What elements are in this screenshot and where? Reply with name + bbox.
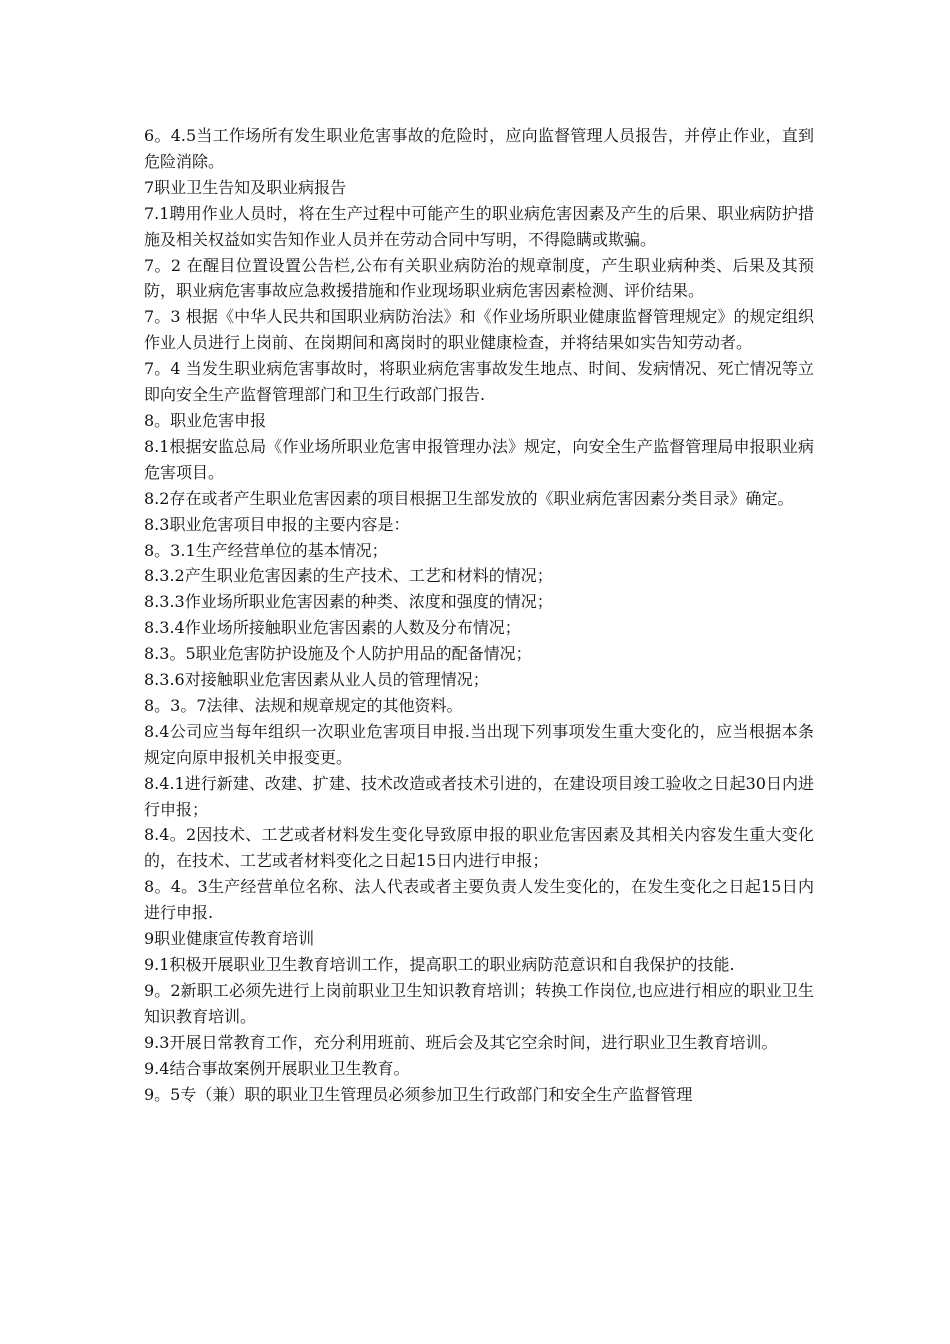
- paragraph-8-3-3: 8.3.3作业场所职业危害因素的种类、浓度和强度的情况；: [144, 592, 553, 612]
- paragraph-8-4-1: 8.4.1进行新建、改建、扩建、技术改造或者技术引进的，在建设项目竣工验收之日起30日内进行申报；: [144, 773, 814, 819]
- paragraph-8-4-3: 8。4。3生产经营单位名称、法人代表或者主要负责人发生变化的，在发生变化之日起15日内进行申报.: [144, 877, 814, 923]
- paragraph-8-3-1: 8。3.1生产经营单位的基本情况；: [144, 540, 388, 560]
- paragraph-8-3-7: 8。3。7法律、法规和规章规定的其他资料。: [144, 695, 463, 715]
- paragraph-8-3-2: 8.3.2产生职业危害因素的生产技术、工艺和材料的情况；: [144, 566, 553, 586]
- paragraph-8-1: 8.1根据安监总局《作业场所职业危害申报管理办法》规定，向安全生产监督管理局申报职业病危害项目。: [144, 436, 814, 482]
- paragraph-9-5: 9。5专（兼）职的职业卫生管理员必须参加卫生行政部门和安全生产监督管理: [144, 1084, 693, 1104]
- paragraph-8-3: 8.3职业危害项目申报的主要内容是：: [144, 514, 410, 534]
- paragraph-9-2: 9。2新职工必须先进行上岗前职业卫生知识教育培训；转换工作岗位,也应进行相应的职业卫生知识教育培训。: [144, 980, 814, 1026]
- paragraph-7-3: 7。3 根据《中华人民共和国职业病防治法》和《作业场所职业健康监督管理规定》的规定组织作业人员进行上岗前、在岗期间和离岗时的职业健康检查，并将结果如实告知劳动者。: [144, 307, 814, 353]
- paragraph-8-3-4: 8.3.4作业场所接触职业危害因素的人数及分布情况；: [144, 618, 521, 638]
- section-heading-7: 7职业卫生告知及职业病报告: [144, 177, 347, 197]
- paragraph-8-3-5: 8.3。5职业危害防护设施及个人防护用品的配备情况；: [144, 644, 532, 664]
- paragraph-8-4-2: 8.4。2因技术、工艺或者材料发生变化导致原申报的职业危害因素及其相关内容发生重大变化的，在技术、工艺或者材料变化之日起15日内进行申报；: [144, 825, 814, 871]
- paragraph-8-3-6: 8.3.6对接触职业危害因素从业人员的管理情况；: [144, 670, 489, 690]
- paragraph-7-2: 7。2 在醒目位置设置公告栏,公布有关职业病防治的规章制度，产生职业病种类、后果及其预防，职业病危害事故应急救援措施和作业现场职业病危害因素检测、评价结果。: [144, 255, 814, 301]
- paragraph-9-3: 9.3开展日常教育工作，充分利用班前、班后会及其它空余时间，进行职业卫生教育培训。: [144, 1032, 778, 1052]
- paragraph-6-4-5: 6。4.5当工作场所有发生职业危害事故的危险时，应向监督管理人员报告，并停止作业，直到危险消除。: [144, 126, 814, 171]
- section-heading-8: 8。职业危害申报: [144, 410, 267, 430]
- paragraph-9-1: 9.1积极开展职业卫生教育培训工作，提高职工的职业病防范意识和自我保护的技能.: [144, 955, 735, 974]
- paragraph-7-1: 7.1聘用作业人员时，将在生产过程中可能产生的职业病危害因素及产生的后果、职业病防护措施及相关权益如实告知作业人员并在劳动合同中写明，不得隐瞒或欺骗。: [144, 203, 814, 249]
- section-heading-9: 9职业健康宣传教育培训: [144, 929, 315, 949]
- paragraph-8-2: 8.2存在或者产生职业危害因素的项目根据卫生部发放的《职业病危害因素分类目录》确定。: [144, 488, 794, 508]
- paragraph-9-4: 9.4结合事故案例开展职业卫生教育。: [144, 1058, 410, 1078]
- paragraph-8-4: 8.4公司应当每年组织一次职业危害项目申报.当出现下列事项发生重大变化的，应当根据本条规定向原申报机关申报变更。: [144, 721, 814, 767]
- document-body: [144, 123, 814, 1107]
- paragraph-7-4: 7。4 当发生职业病危害事故时，将职业病危害事故发生地点、时间、发病情况、死亡情况等立即向安全生产监督管理部门和卫生行政部门报告.: [144, 359, 814, 405]
